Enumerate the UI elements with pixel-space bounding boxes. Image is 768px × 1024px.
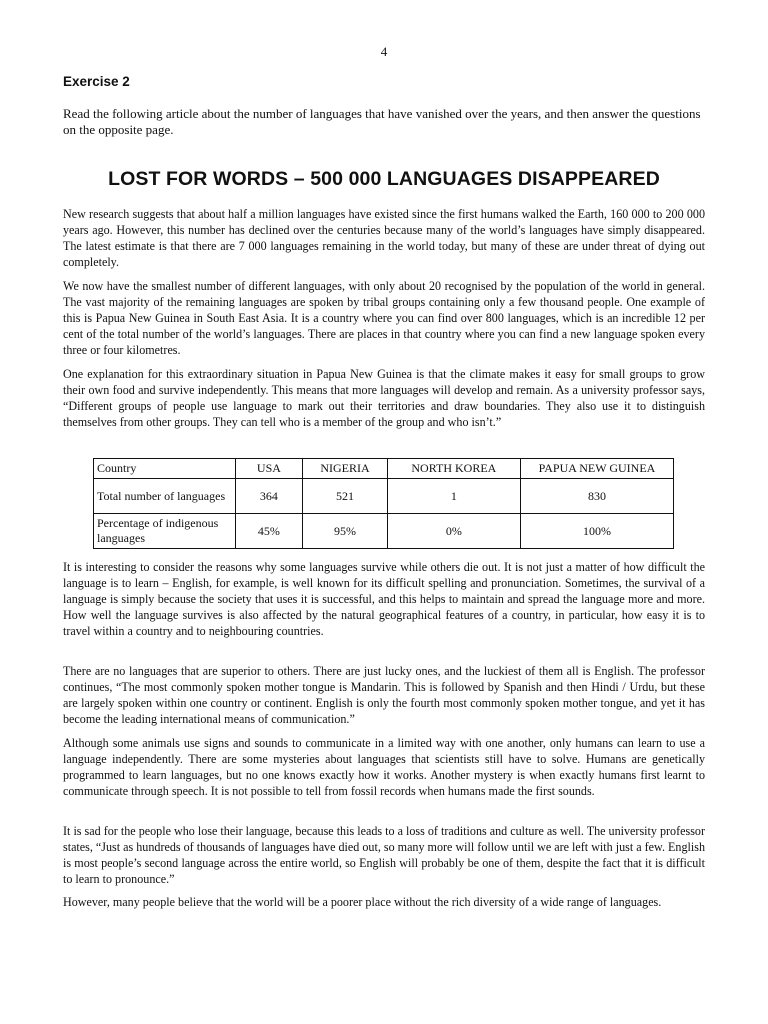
article-paragraph-5: There are no languages that are superior to others. There are just lucky ones, and the luckiest of them all is English. The professor continues, “The most commonly spoken mother tongue is Mandarin. This is followed by Spanish and then Hindi / Urdu, but these are largely spoken within one country or continent. English is only the fourth most commonly spoken mother tongue, and yet it has become the leading international means of communication.” [63,664,705,727]
table-cell: 0% [387,514,520,549]
table-cell: 1 [387,479,520,514]
table-cell: 95% [303,514,387,549]
table-header-cell: USA [235,459,303,479]
table-cell: 364 [235,479,303,514]
article-paragraph-7: It is sad for the people who lose their language, because this leads to a loss of traditions and culture as well. The university professor states, “Just as hundreds of thousands of languages have died out, so many more will follow until we are left with just a few. English is most people’s second language across the entire world, so English will probably be one of them, despite the fact that it is difficult to learn to pronounce.” [63,824,705,887]
table-cell: 830 [521,479,674,514]
table-cell: 100% [521,514,674,549]
article-paragraph-1: New research suggests that about half a million languages have existed since the first humans walked the Earth, 160 000 to 200 000 years ago. However, this number has declined over the centuries because many of the world’s languages have simply disappeared. The latest estimate is that there are 7 000 languages remaining in the world today, but many of these are under threat of dying out completely. [63,207,705,270]
table-row [94,514,674,549]
article-headline: LOST FOR WORDS – 500 000 LANGUAGES DISAPPEARED [108,168,660,190]
table-header-cell: NIGERIA [303,459,387,479]
article-paragraph-2: We now have the smallest number of different languages, with only about 20 recognised by the population of the world in general. The vast majority of the remaining languages are spoken by tribal groups containing only a few thousand people. One example of this is Papua New Guinea in South East Asia. It is a country where you can find over 800 languages, which is an incredible 12 per cent of the total number of the world’s languages. There are places in that country where you can find a new language spoken every three or four kilometres. [63,279,705,358]
table-header-cell: NORTH KOREA [387,459,520,479]
table-cell: 45% [235,514,303,549]
exercise-title: Exercise 2 [63,74,130,89]
article-paragraph-4: It is interesting to consider the reasons why some languages survive while others die out. It is not just a matter of how difficult the language is to learn – English, for example, is well known for its difficult spelling and pronunciation. Sometimes, the survival of a language is simply because the society that uses it is successful, and this helps to maintain and spread the language more and more. How well the language survives is also affected by the natural geographical features of a country, in particular, how easy it is to travel within a country and to neighbouring countries. [63,560,705,639]
article-paragraph-3: One explanation for this extraordinary situation in Papua New Guinea is that the climate makes it easy for small groups to grow their own food and survive independently. This means that more languages will develop and remain. As a university professor says, “Different groups of people use language to mark out their territories and draw boundaries. They also use it to distinguish themselves from other groups. They can tell who is a member of the group and who isn’t.” [63,367,705,430]
page-number: 4 [380,44,388,59]
table-header-cell: PAPUA NEW GUINEA [521,459,674,479]
table-header-cell: Country [94,459,236,479]
table-row [94,479,674,514]
table-row-label: Total number of languages [94,479,236,514]
table-row-label: Percentage of indigenous languages [94,514,236,549]
article-paragraph-8: However, many people believe that the world will be a poorer place without the rich diversity of a wide range of languages. [63,895,662,909]
instructions-text: Read the following article about the number of languages that have vanished over the years, and then answer the questions on the opposite page. [63,106,701,137]
table-header-row [94,459,674,479]
article-paragraph-6: Although some animals use signs and sounds to communicate in a limited way with one another, only humans can learn to use a language independently. There are some mysteries about languages that scientists still have to solve. Humans are genetically programmed to learn languages, but no one knows exactly how it works. Another mystery is when exactly humans first learnt to communicate through speech. It is not possible to tell from fossil records when humans made the first sounds. [63,736,705,799]
languages-table [93,458,674,549]
table-cell: 521 [303,479,387,514]
